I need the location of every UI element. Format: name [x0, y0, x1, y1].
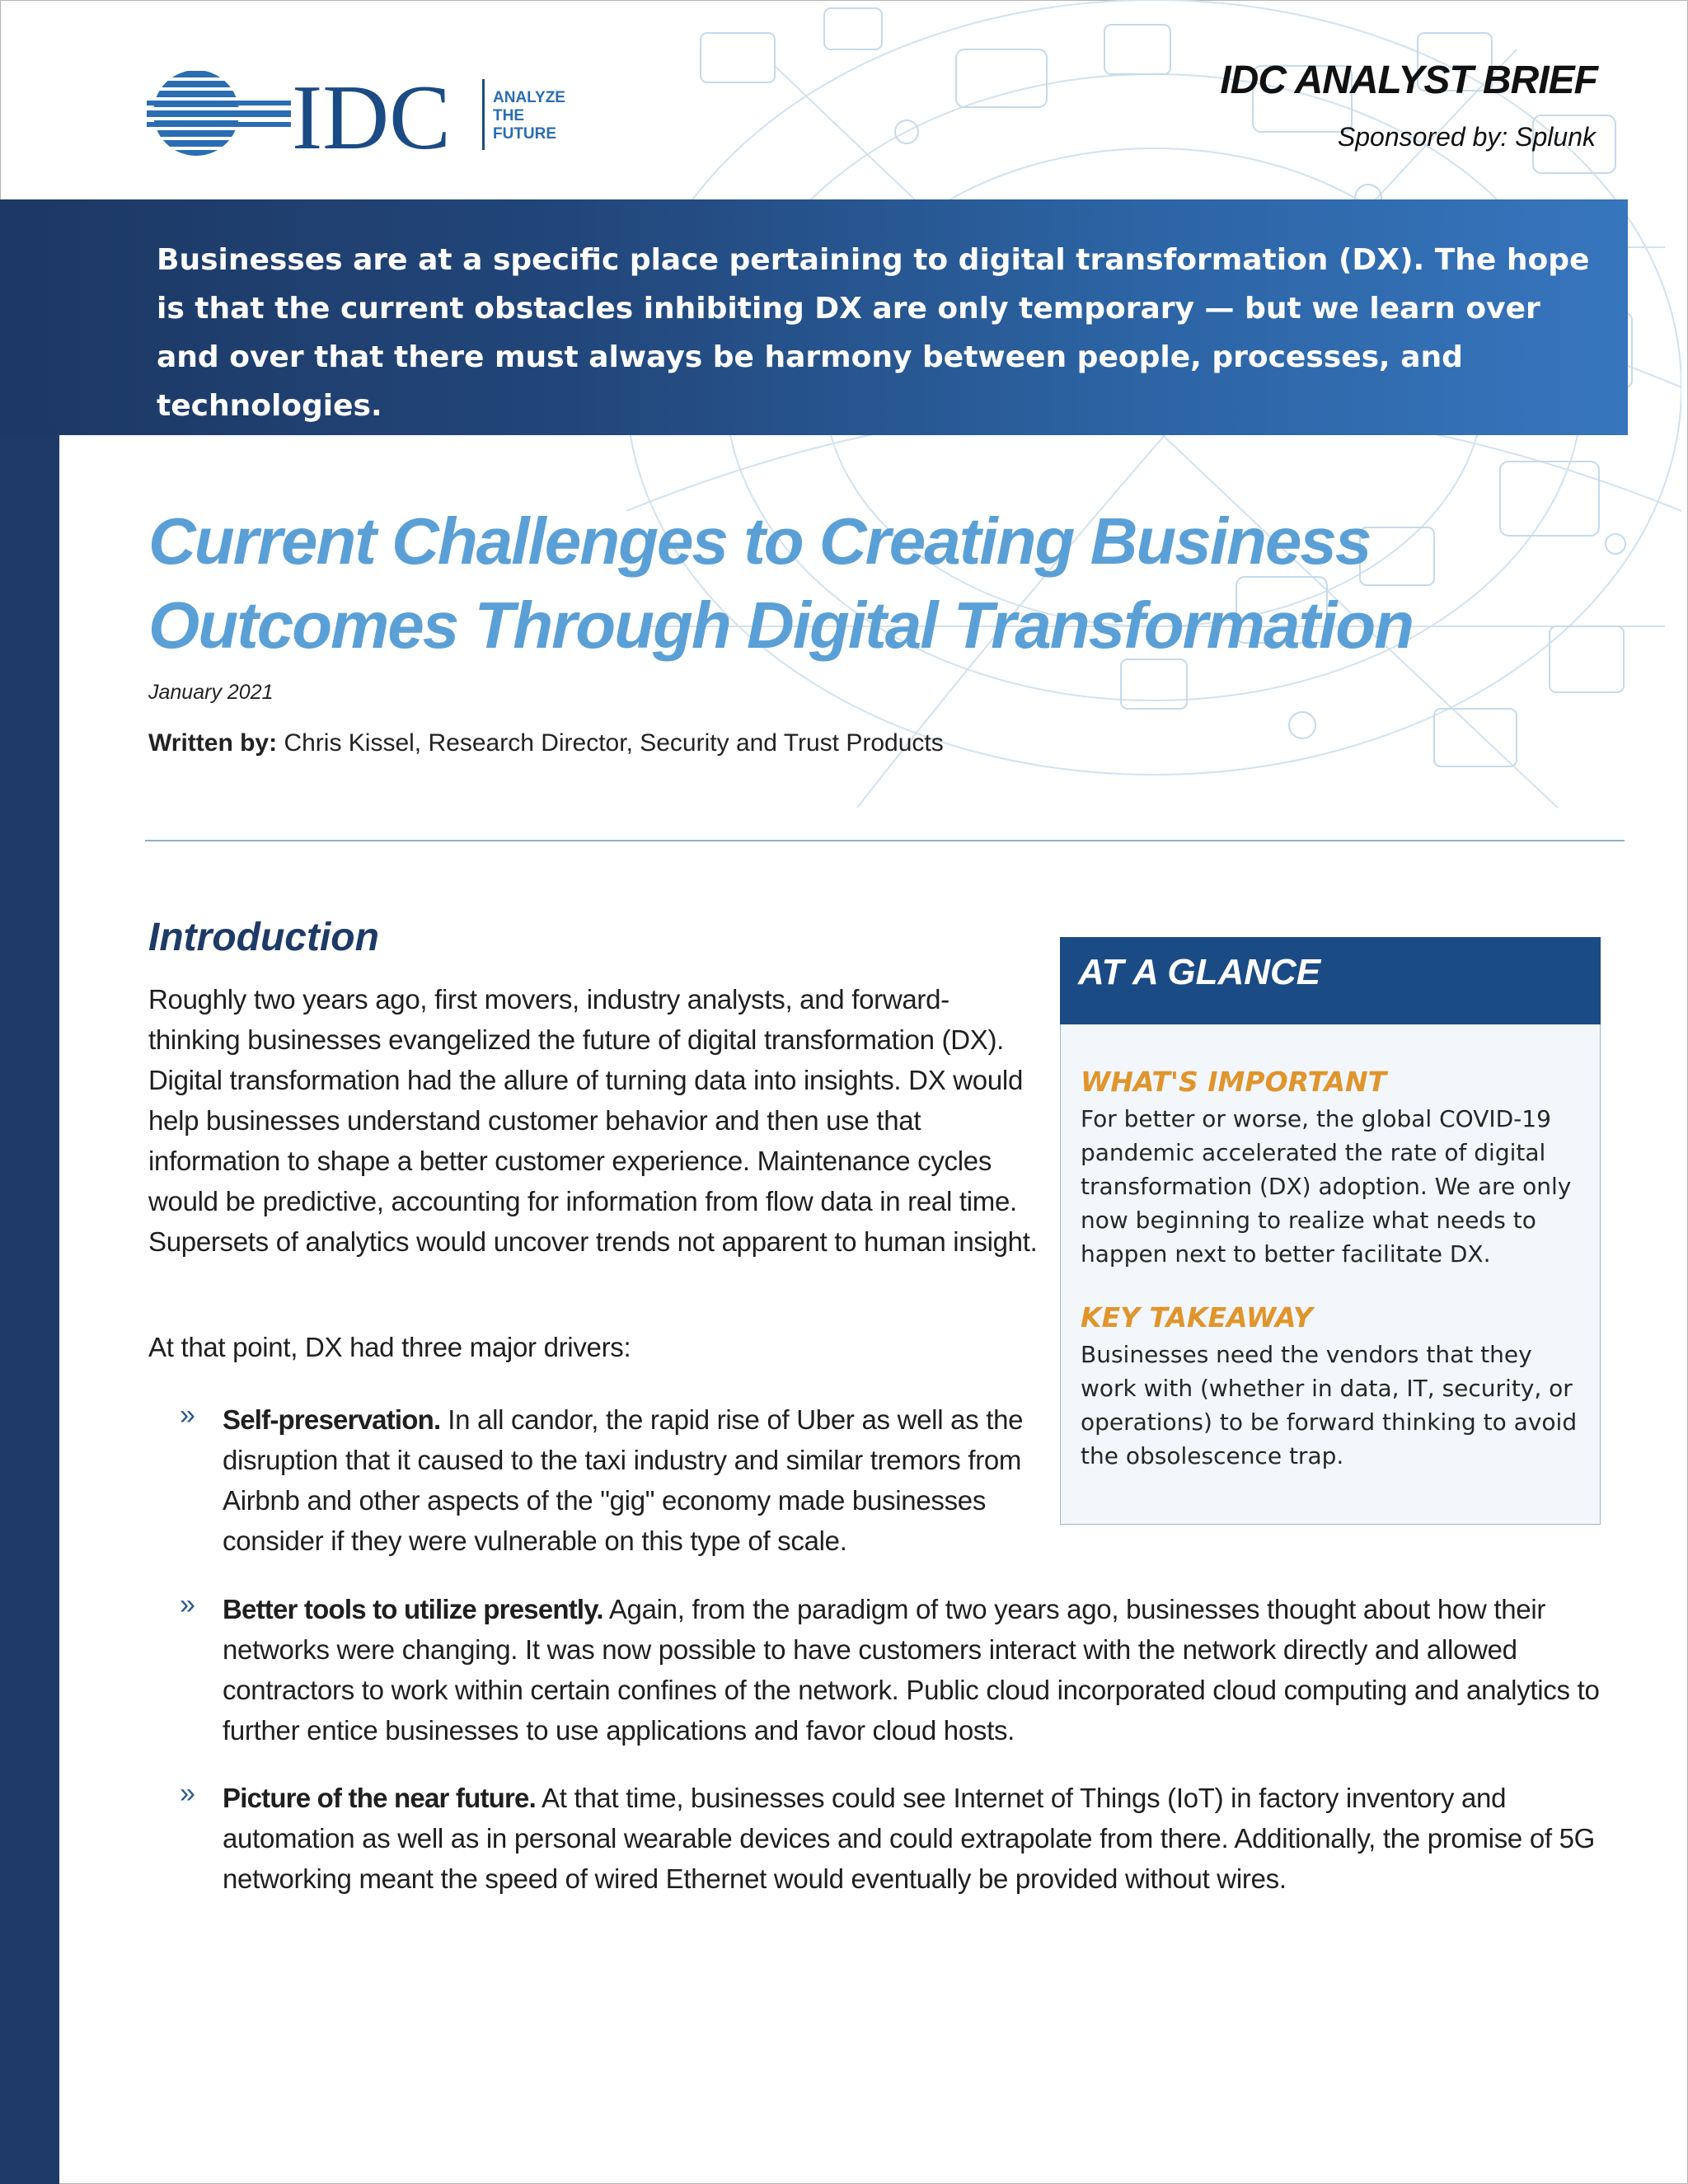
key-takeaway-text: Businesses need the vendors that they work with (whether in data, IT, security, or operations) to be forward thinking to avoid the obsolescence trap. — [1081, 1341, 1578, 1469]
title-line-2: Outcomes Through Digital Transformation — [148, 588, 1413, 662]
bullet-marker-1: » — [180, 1399, 195, 1431]
whats-important-text: For better or worse, the global COVID-19 pandemic accelerated the rate of digital transformation (DX) adoption. We are only now beginning to realize what needs to happen next to better facilitate DX. — [1081, 1105, 1572, 1268]
bullet-text-1: In all candor, the rapid rise of Uber as well as the disruption that it caused to the taxi industry and similar tremors from Airbnb and other aspects of the "gig" economy made businesses consider if they were vulnerable on this type of scale. — [223, 1404, 1024, 1556]
sponsor-line: Sponsored by: Splunk — [1337, 122, 1596, 152]
logo-tagline-3: FUTURE — [493, 125, 557, 143]
bullet-text-3: At that time, businesses could see Internet of Things (IoT) in factory inventory and automation as well as in personal wearable devices and could extrapolate from there. Additionally, the promise of 5G networking meant the speed of wired Ethernet would eventually be provided without wires. — [223, 1783, 1596, 1894]
intro-paragraph-1: Roughly two years ago, first movers, industry analysts, and forward-thinking businesses evangelized the future of digital transformation (DX). Digital transformation had the allure of turning data into insights. DX would help businesses understand customer behavior and then use that information to shape a better customer experience. Maintenance cycles would be predictive, accounting for information from flow data in real time. Supersets of analytics would uncover trends not apparent to human insight. — [148, 984, 1038, 1257]
title-line-1: Current Challenges to Creating Business — [148, 504, 1371, 578]
left-accent-bar — [0, 199, 59, 2184]
bullet-item-3 — [223, 1778, 1615, 1899]
section-divider — [145, 840, 1625, 841]
bullet-item-2 — [223, 1589, 1615, 1750]
bullet-title-2: Better tools to utilize presently. — [223, 1594, 603, 1624]
bullet-title-3: Picture of the near future. — [223, 1783, 536, 1813]
idc-logo — [147, 68, 608, 158]
bullet-marker-2: » — [180, 1589, 195, 1620]
author-name: Chris Kissel, Research Director, Security and Trust Products — [277, 729, 944, 757]
author-line — [148, 729, 944, 757]
brief-title: IDC ANALYST BRIEF — [1220, 59, 1597, 102]
bullet-title-1: Self-preservation. — [223, 1404, 441, 1435]
at-a-glance-header — [1060, 937, 1601, 1024]
written-by-label: Written by: — [148, 729, 278, 757]
at-a-glance-title: AT A GLANCE — [1078, 952, 1321, 992]
intro-paragraph-2: At that point, DX had three major drivers: — [148, 1332, 631, 1362]
logo-text: IDC — [292, 68, 451, 158]
bullet-marker-3: » — [180, 1778, 195, 1809]
key-takeaway-heading: KEY TAKEAWAY — [1081, 1301, 1313, 1333]
logo-tagline-1: ANALYZE — [493, 89, 565, 106]
banner-text: Businesses are at a specific place pertaining to digital transformation (DX). The hope is that the current obstacles inhibiting DX are only temporary — but we learn over and over that there must always be harmony between people, processes, and technologies. — [157, 243, 1590, 423]
at-a-glance-body — [1060, 1024, 1601, 1525]
bullet-item-1 — [223, 1399, 1039, 1561]
publication-date: January 2021 — [148, 681, 274, 704]
document-title — [148, 499, 1566, 668]
logo-tagline-2: THE — [493, 107, 524, 124]
bullet-text-2: Again, from the paradigm of two years ago, businesses thought about how their networks were changing. It was now possible to have customers interact with the network directly and allowed contractors to work within certain confines of the network. Public cloud incorporated cloud computing and analytics to further entice businesses to use applications and favor cloud hosts. — [223, 1594, 1600, 1746]
at-a-glance-box — [1060, 937, 1601, 1526]
introduction-heading: Introduction — [148, 916, 379, 959]
whats-important-heading: WHAT'S IMPORTANT — [1081, 1066, 1387, 1098]
